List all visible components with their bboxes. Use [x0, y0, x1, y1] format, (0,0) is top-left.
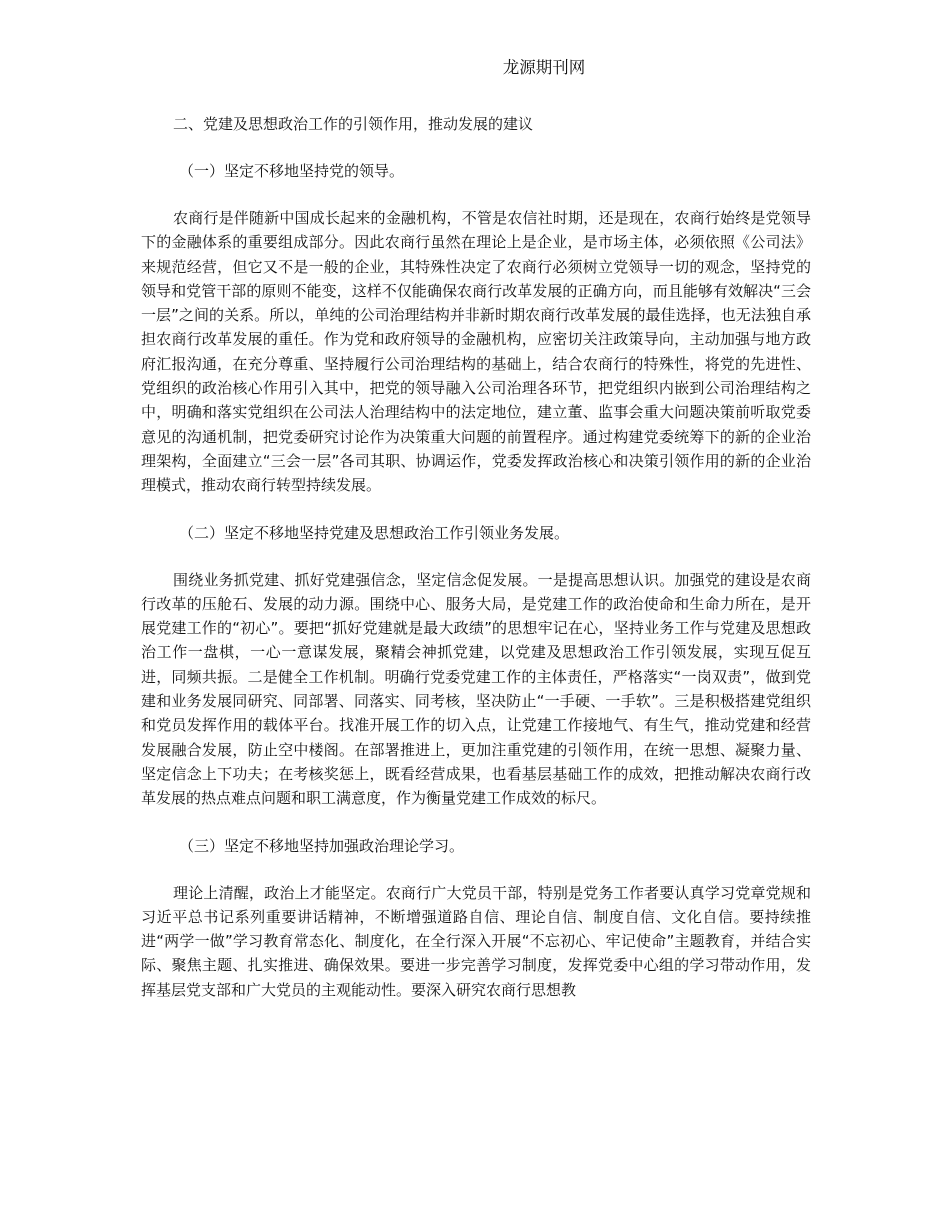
paragraph-2: 围绕业务抓党建、抓好党建强信念，坚定信念促发展。一是提高思想认识。加强党的建设是农商行改革的压舱石、发展的动力源。围绕中心、服务大局，是党建工作的政治使命和生命力所在，是开展党建工作的“初心”。要把“抓好党建就是最大政绩”的思想牢记在心，坚持业务工作与党建及思想政治工作一盘棋，一心一意谋发展，聚精会神抓党建，以党建及思想政治工作引领发展，实现互促互进，同频共振。二是健全工作机制。明确行党委党建工作的主体责任，严格落实“一岗双责”，做到党建和业务发展同研究、同部署、同落实、同考核，坚决防止“一手硬、一手软”。三是积极搭建党组织和党员发挥作用的载体平台。找准开展工作的切入点，让党建工作接地气、有生气，推动党建和经营发展融合发展，防止空中楼阁。在部署推进上，更加注重党建的引领作用，在统一思想、凝聚力量、坚定信念上下功夫；在考核奖惩上，既看经营成果，也看基层基础工作的成效，把推动解决农商行改革发展的热点难点问题和职工满意度，作为衡量党建工作成效的标尺。 [141, 570, 811, 808]
subsection-title-2: （二）坚定不移地坚持党建及思想政治工作引领业务发展。 [179, 523, 570, 542]
subsection-title-3: （三）坚定不移地坚持加强政治理论学习。 [179, 836, 465, 855]
site-header: 龙源期刊网 [502, 58, 586, 77]
subsection-title-1: （一）坚定不移地坚持党的领导。 [179, 162, 405, 180]
article-body [141, 112, 811, 1025]
section-title: 二、党建及思想政治工作的引领作用，推动发展的建议 [173, 115, 534, 133]
paragraph-1: 农商行是伴随新中国成长起来的金融机构，不管是农信社时期，还是现在，农商行始终是党领导下的金融体系的重要组成部分。因此农商行虽然在理论上是企业，是市场主体，必须依照《公司法》来规范经营，但它又不是一般的企业，其特殊性决定了农商行必须树立党领导一切的观念，坚持党的领导和党管干部的原则不能变，这样不仅能确保农商行改革发展的正确方向，而且能够有效解决“三会一层”之间的关系。所以，单纯的公司治理结构并非新时期农商行改革发展的最佳选择，也无法独自承担农商行改革发展的重任。作为党和政府领导的金融机构，应密切关注政策导向，主动加强与地方政府汇报沟通，在充分尊重、坚持履行公司治理结构的基础上，结合农商行的特殊性，将党的先进性、党组织的政治核心作用引入其中，把党的领导融入公司治理各环节，把党组织内嵌到公司治理结构之中，明确和落实党组织在公司法人治理结构中的法定地位，建立董、监事会重大问题决策前听取党委意见的沟通机制，把党委研究讨论作为决策重大问题的前置程序。通过构建党委统筹下的新的企业治理架构，全面建立“三会一层”各司其职、协调运作，党委发挥政治核心和决策引领作用的新的企业治理模式，推动农商行转型持续发展。 [141, 209, 811, 495]
paragraph-3: 理论上清醒，政治上才能坚定。农商行广大党员干部，特别是党务工作者要认真学习党章党规和习近平总书记系列重要讲话精神，不断增强道路自信、理论自信、制度自信、文化自信。要持续推进“两学一做”学习教育常态化、制度化，在全行深入开展“不忘初心、牢记使命”主题教育，并结合实际、聚焦主题、扎实推进、确保效果。要进一步完善学习制度，发挥党委中心组的学习带动作用，发挥基层党支部和广大党员的主观能动性。要深入研究农商行思想教 [141, 883, 811, 999]
